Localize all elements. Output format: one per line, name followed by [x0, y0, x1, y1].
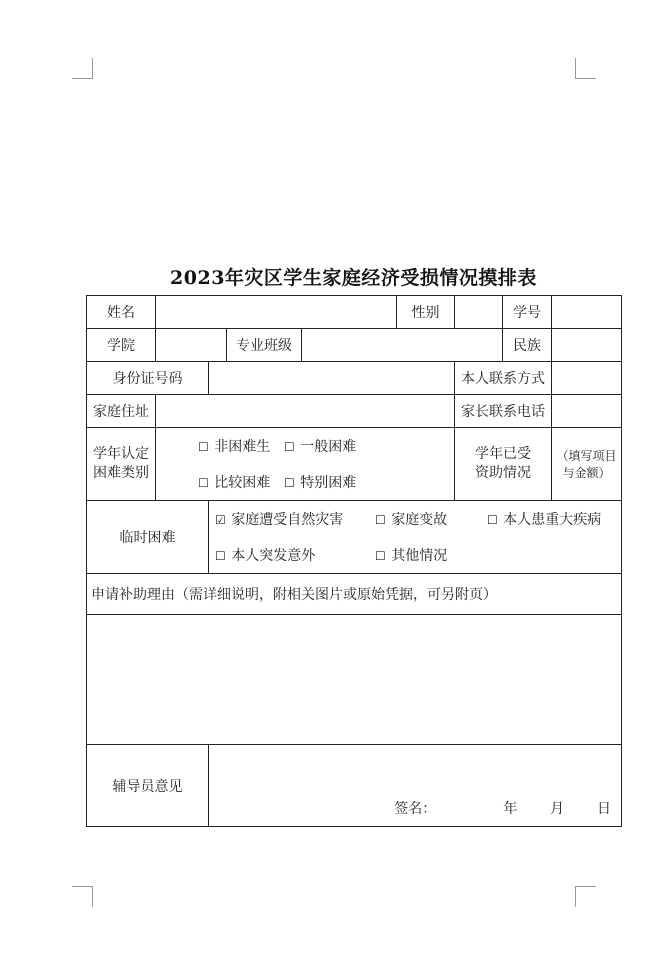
temp-option-3[interactable]: [487, 509, 617, 529]
checkbox-icon[interactable]: ☐: [375, 549, 386, 563]
month-label: 月: [550, 801, 565, 817]
contact-field[interactable]: [552, 362, 622, 395]
student-id-field[interactable]: [552, 296, 622, 329]
difficulty-option-label: 特别困难: [300, 475, 357, 491]
crop-mark-top-left: [72, 58, 93, 79]
aid-received-field[interactable]: （填写项目与金额）: [552, 428, 622, 501]
difficulty-option-label: 一般困难: [300, 439, 357, 455]
checkbox-icon[interactable]: ☐: [375, 513, 386, 527]
home-address-field[interactable]: [156, 395, 455, 428]
parent-phone-label: 家长联系电话: [455, 395, 552, 428]
checkbox-icon[interactable]: ☐: [284, 440, 295, 454]
crop-mark-bottom-left: [72, 886, 93, 907]
difficulty-option-3[interactable]: [198, 472, 284, 492]
ethnicity-label: 民族: [503, 329, 552, 362]
temp-option-label: 本人突发意外: [231, 548, 316, 564]
temp-difficulty-options: [209, 501, 622, 574]
checked-box-icon[interactable]: ☑: [215, 513, 226, 527]
counselor-opinion-label: 辅导员意见: [87, 745, 209, 827]
reason-label: 申请补助理由（需详细说明，附相关图片或原始凭据，可另附页）: [87, 574, 622, 615]
difficulty-option-4[interactable]: [284, 472, 380, 492]
counselor-opinion-field[interactable]: [209, 745, 622, 827]
difficulty-option-2[interactable]: [284, 436, 380, 456]
sign-label: 签名：: [394, 801, 437, 817]
difficulty-type-label: 学年认定困难类别: [87, 428, 156, 501]
temp-option-4[interactable]: [215, 545, 375, 565]
major-class-field[interactable]: [302, 329, 503, 362]
home-address-label: 家庭住址: [87, 395, 156, 428]
gender-field[interactable]: [455, 296, 503, 329]
signature-line: [394, 798, 611, 818]
checkbox-icon[interactable]: ☐: [198, 440, 209, 454]
difficulty-option-label: 比较困难: [214, 475, 271, 491]
temp-option-2[interactable]: [375, 509, 487, 529]
checkbox-icon[interactable]: ☐: [215, 549, 226, 563]
checkbox-icon[interactable]: ☐: [284, 476, 295, 490]
temp-difficulty-label: 临时困难: [87, 501, 209, 574]
form-title: 2023年灾区学生家庭经济受损情况摸排表: [170, 267, 537, 289]
student-id-label: 学号: [503, 296, 552, 329]
day-label: 日: [597, 801, 611, 817]
ethnicity-field[interactable]: [552, 329, 622, 362]
gender-label: 性别: [397, 296, 455, 329]
crop-mark-top-right: [575, 58, 596, 79]
difficulty-options: [156, 428, 455, 501]
college-field[interactable]: [156, 329, 227, 362]
difficulty-option-label: 非困难生: [214, 439, 271, 455]
name-field[interactable]: [156, 296, 397, 329]
id-number-field[interactable]: [209, 362, 455, 395]
difficulty-option-1[interactable]: [198, 436, 284, 456]
name-label: 姓名: [87, 296, 156, 329]
checkbox-icon[interactable]: ☐: [487, 513, 498, 527]
aid-received-label: 学年已受资助情况: [455, 428, 552, 501]
temp-option-1[interactable]: [215, 509, 375, 529]
reason-field[interactable]: [87, 615, 622, 745]
temp-option-label: 其他情况: [391, 548, 448, 564]
temp-option-label: 家庭遭受自然灾害: [231, 512, 344, 528]
year-label: 年: [503, 801, 518, 817]
id-number-label: 身份证号码: [87, 362, 209, 395]
temp-option-label: 家庭变故: [391, 512, 448, 528]
college-label: 学院: [87, 329, 156, 362]
temp-option-5[interactable]: [375, 545, 487, 565]
checkbox-icon[interactable]: ☐: [198, 476, 209, 490]
crop-mark-bottom-right: [575, 886, 596, 907]
temp-option-label: 本人患重大疾病: [503, 512, 602, 528]
parent-phone-field[interactable]: [552, 395, 622, 428]
contact-label: 本人联系方式: [455, 362, 552, 395]
major-class-label: 专业班级: [227, 329, 302, 362]
survey-form-table: [86, 295, 622, 827]
